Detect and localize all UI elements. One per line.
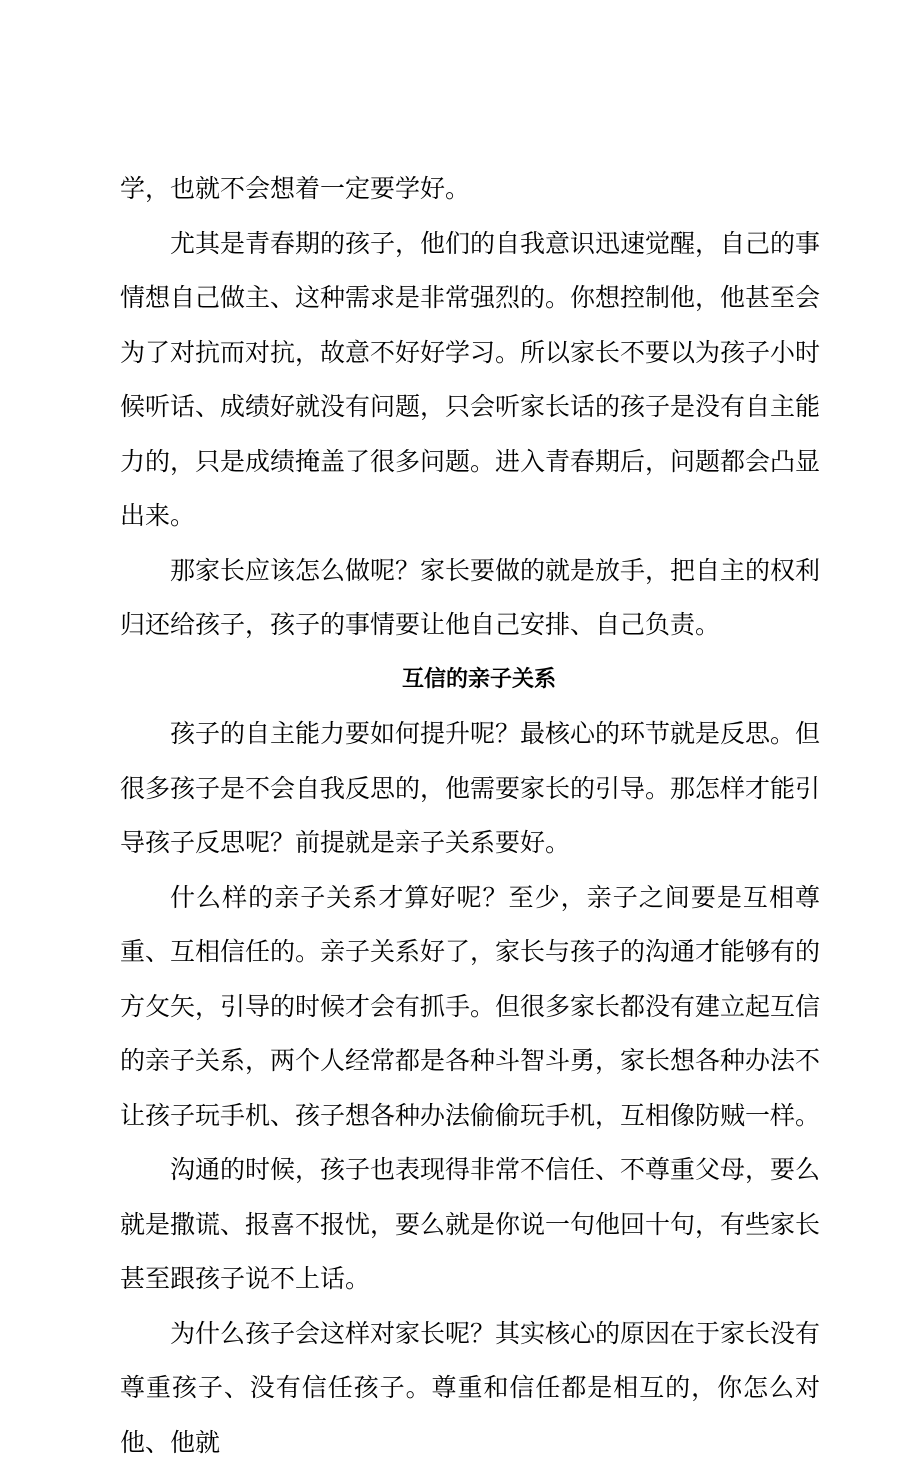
paragraph: 沟通的时候，孩子也表现得非常不信任、不尊重父母，要么就是撒谎、报喜不报忧，要么就是你说一句他回十句，有些家长甚至跟孩子说不上话。: [120, 1143, 820, 1307]
document-body: [120, 162, 820, 1470]
paragraph-continuation: 学，也就不会想着一定要学好。: [120, 162, 820, 217]
paragraph: 为什么孩子会这样对家长呢？其实核心的原因在于家长没有尊重孩子、没有信任孩子。尊重和信任都是相互的，你怎么对他、他就: [120, 1307, 820, 1470]
paragraph: 尤其是青春期的孩子，他们的自我意识迅速觉醒，自己的事情想自己做主、这种需求是非常强烈的。你想控制他，他甚至会为了对抗而对抗，故意不好好学习。所以家长不要以为孩子小时候听话、成绩好就没有问题，只会听家长话的孩子是没有自主能力的，只是成绩掩盖了很多问题。进入青春期后，问题都会凸显出来。: [120, 217, 820, 544]
section-heading: 互信的亲子关系: [120, 653, 820, 708]
paragraph: 什么样的亲子关系才算好呢？至少，亲子之间要是互相尊重、互相信任的。亲子关系好了，家长与孩子的沟通才能够有的方攵矢，引导的时候才会有抓手。但很多家长都没有建立起互信的亲子关系，两个人经常都是各种斗智斗勇，家长想各种办法不让孩子玩手机、孩子想各种办法偷偷玩手机，互相像防贼一样。: [120, 871, 820, 1144]
paragraph: 孩子的自主能力要如何提升呢？最核心的环节就是反思。但很多孩子是不会自我反思的，他需要家长的引导。那怎样才能引导孩子反思呢？前提就是亲子关系要好。: [120, 707, 820, 871]
paragraph: 那家长应该怎么做呢？家长要做的就是放手，把自主的权利归还给孩子，孩子的事情要让他自己安排、自己负责。: [120, 544, 820, 653]
